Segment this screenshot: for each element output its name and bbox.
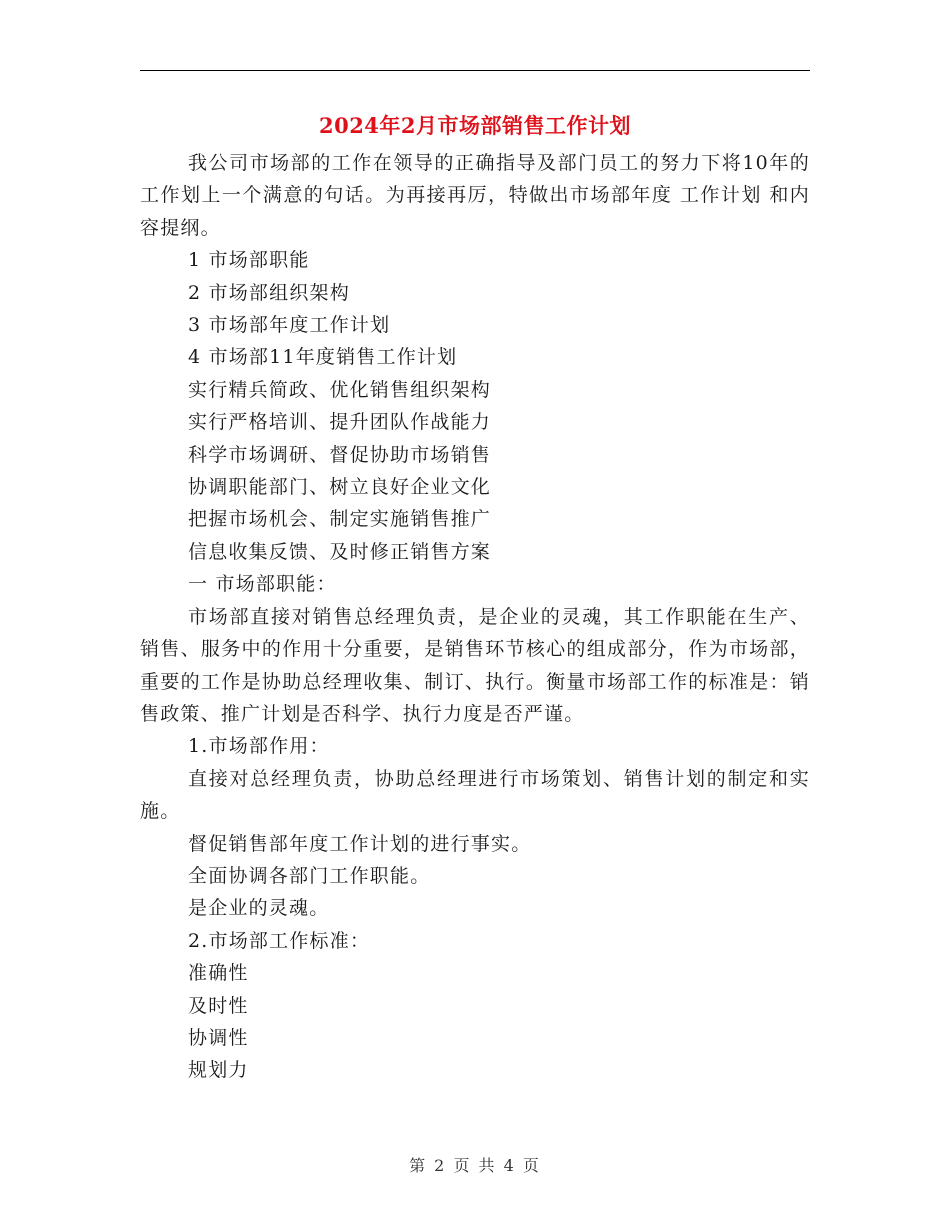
role-item: 督促销售部年度工作计划的进行事实。 xyxy=(188,832,532,855)
page-number: 第 2 页 共 4 页 xyxy=(409,1156,541,1175)
standard-item: 规划力 xyxy=(188,1059,249,1082)
outline-item: 4 市场部11年度销售工作计划 xyxy=(188,346,458,369)
outline-list xyxy=(140,244,810,568)
outline-item: 1 市场部职能 xyxy=(188,249,310,272)
header-rule xyxy=(140,70,810,71)
standard-item: 协调性 xyxy=(188,1026,249,1049)
standard-heading: 2.市场部工作标准： xyxy=(188,929,371,952)
outline-item: 实行精兵简政、优化销售组织架构 xyxy=(188,378,492,401)
role-heading: 1.市场部作用： xyxy=(188,735,330,758)
outline-item: 2 市场部组织架构 xyxy=(188,281,350,304)
outline-item: 科学市场调研、督促协助市场销售 xyxy=(188,443,492,466)
outline-item: 协调职能部门、树立良好企业文化 xyxy=(188,476,492,499)
section1-heading: 一 市场部职能： xyxy=(188,573,337,596)
outline-item: 把握市场机会、制定实施销售推广 xyxy=(188,508,492,531)
document-title: 2024年2月市场部销售工作计划 xyxy=(318,113,632,138)
role-paragraph: 直接对总经理负责，协助总经理进行市场策划、销售计划的制定和实施。 xyxy=(140,767,810,823)
role-item: 是企业的灵魂。 xyxy=(188,897,330,920)
intro-paragraph: 我公司市场部的工作在领导的正确指导及部门员工的努力下将10年的工作划上一个满意的句话。为再接再厉，特做出市场部年度 工作计划 和内容提纲。 xyxy=(140,152,810,239)
outline-item: 信息收集反馈、及时修正销售方案 xyxy=(188,540,492,563)
outline-item: 实行严格培训、提升团队作战能力 xyxy=(188,411,492,434)
standard-item: 及时性 xyxy=(188,994,249,1017)
standard-item: 准确性 xyxy=(188,962,249,985)
outline-item: 3 市场部年度工作计划 xyxy=(188,314,391,337)
section1-paragraph: 市场部直接对销售总经理负责，是企业的灵魂，其工作职能在生产、销售、服务中的作用十分重要，是销售环节核心的组成部分，作为市场部，重要的工作是协助总经理收集、制订、执行。衡量市场部工作的标准是：销售政策、推广计划是否科学、执行力度是否严谨。 xyxy=(140,605,810,725)
role-item: 全面协调各部门工作职能。 xyxy=(188,864,431,887)
document-body xyxy=(140,106,810,1087)
